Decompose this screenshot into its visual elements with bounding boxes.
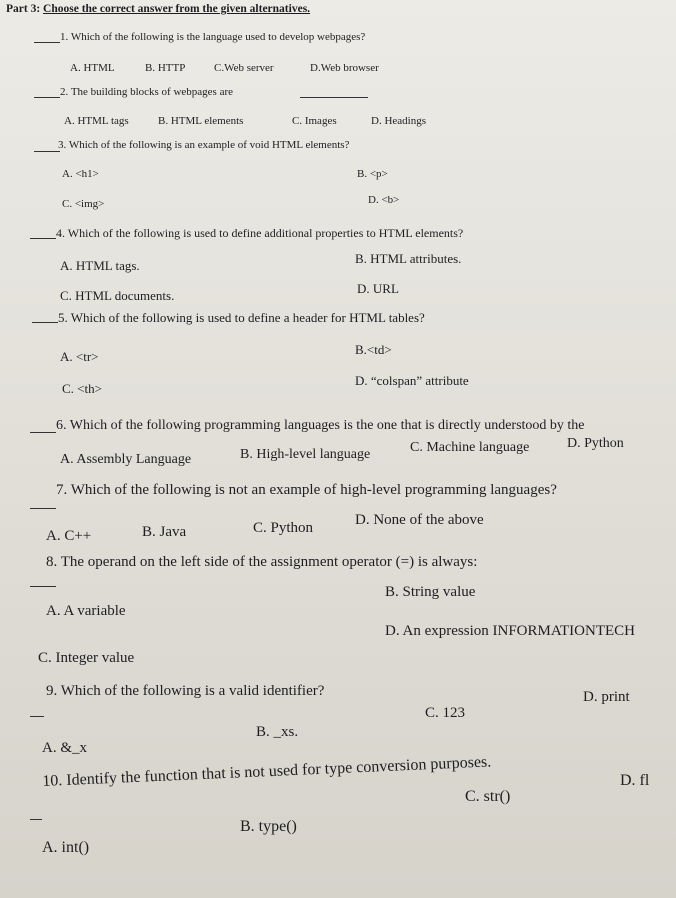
q3-option-b: B. <p> [357,168,388,180]
q9-option-a: A. &_x [42,740,87,756]
q4-option-c: C. HTML documents. [60,288,175,303]
q7-option-d: D. None of the above [355,512,484,528]
q4-option-d: D. URL [357,281,399,296]
q6-option-c: C. Machine language [410,440,530,455]
answer-blank-8[interactable] [30,586,56,587]
q8-option-a: A. A variable [46,603,126,619]
question-10: 10. Identify the function that is not used for type conversion purposes. [42,753,492,790]
part-header [6,3,310,15]
q6-option-d: D. Python [567,436,624,451]
question-7: 7. Which of the following is not an example of high-level programming languages? [56,482,557,498]
q7-option-a: A. C++ [46,528,92,544]
q5-option-d: D. “colspan” attribute [355,373,469,388]
q1-option-c: C.Web server [214,62,274,74]
fill-in-blank-2[interactable] [300,97,368,98]
q8-option-b: B. String value [385,584,476,600]
q8-option-c: C. Integer value [38,650,135,666]
answer-blank-9[interactable] [30,716,44,717]
q3-option-c: C. <img> [62,198,105,210]
q10-option-c: C. str() [465,788,511,805]
answer-blank-5[interactable] [32,322,58,323]
answer-blank-6[interactable] [30,432,56,433]
q9-option-b: B. _xs. [256,724,299,740]
q5-option-a: A. <tr> [60,349,99,364]
question-8: 8. The operand on the left side of the assignment operator (=) is always: [46,554,478,570]
q10-option-a: A. int() [42,839,90,856]
q10-option-b: B. type() [240,818,297,835]
q9-option-c: C. 123 [425,705,466,721]
q1-option-b: B. HTTP [145,62,186,74]
q10-option-d: D. fl [620,772,650,789]
q5-option-c: C. <th> [62,381,102,396]
question-5: 5. Which of the following is used to define a header for HTML tables? [58,310,425,325]
q4-option-a: A. HTML tags. [60,258,140,273]
q9-option-d: D. print [583,689,630,705]
q3-option-a: A. <h1> [62,168,99,180]
q3-option-d: D. <b> [368,194,400,206]
q2-option-b: B. HTML elements [158,115,244,127]
answer-blank-10[interactable] [30,819,42,820]
answer-blank-4[interactable] [30,238,56,239]
q1-option-d: D.Web browser [310,62,379,74]
answer-blank-1[interactable] [34,42,60,43]
q6-option-b: B. High-level language [240,447,371,462]
q2-option-d: D. Headings [371,115,426,127]
instructions: Choose the correct answer from the given alternatives. [43,3,311,15]
q8-option-d: D. An expression INFORMATIONTECH [385,623,635,639]
part-label: Part 3: [6,3,41,15]
question-3: 3. Which of the following is an example of void HTML elements? [58,139,350,151]
question-4: 4. Which of the following is used to define additional properties to HTML elements? [56,226,464,240]
question-1: 1. Which of the following is the language used to develop webpages? [60,31,366,43]
question-9: 9. Which of the following is a valid identifier? [46,683,325,699]
answer-blank-7[interactable] [30,508,56,509]
q2-option-c: C. Images [292,115,337,127]
q2-option-a: A. HTML tags [64,115,129,127]
answer-blank-2[interactable] [34,97,60,98]
q5-option-b: B.<td> [355,342,392,357]
question-6: 6. Which of the following programming languages is the one that is directly understood by the [56,418,585,433]
q7-option-b: B. Java [142,524,187,540]
question-2: 2. The building blocks of webpages are [60,86,234,98]
q4-option-b: B. HTML attributes. [355,251,462,266]
q6-option-a: A. Assembly Language [60,452,192,467]
answer-blank-3[interactable] [34,151,60,152]
q7-option-c: C. Python [253,520,314,536]
q1-option-a: A. HTML [70,62,115,74]
